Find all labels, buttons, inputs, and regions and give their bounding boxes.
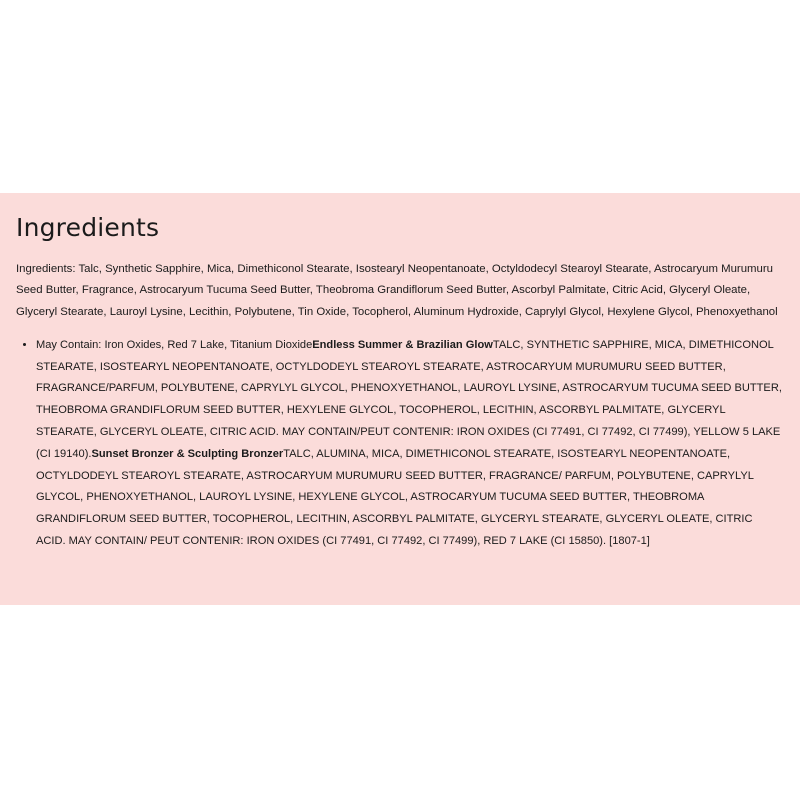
sunset-bronzer-ingredients: TALC, ALUMINA, MICA, DIMETHICONOL STEARATE, ISOSTEARYL NEOPENTANOATE, OCTYLDODEYL STEAROYL STEARATE, ASTROCARYUM MURUMURU SEED BUTTER, FRAGRANCE/ PARFUM, POLYBUTENE, CAPRYLYL GLYCOL, PHENOXYETHANOL, LAUROYL LYSINE, HEXYLENE GLYCOL, ASTROCARYUM TUCUMA SEED BUTTER, THEOBROMA GRANDIFLORUM SEED BUTTER, TOCOPHEROL, LECITHIN, ASCORBYL PALMITATE, GLYCERYL STEARATE, GLYCERYL OLEATE, CITRIC ACID. MAY CONTAIN/ PEUT CONTENIR: IRON OXIDES (CI 77491, CI 77492, CI 77499), RED 7 LAKE (CI 15850). [1807-1] bbox=[36, 447, 754, 548]
product-name-endless-summer: Endless Summer & Brazilian Glow bbox=[312, 338, 493, 351]
ingredients-intro: Ingredients: Talc, Synthetic Sapphire, Mica, Dimethiconol Stearate, Isostearyl Neopentanoate, Octyldodecyl Stearoyl Stearate, Astrocaryum Murumuru Seed Butter, Fragrance, Astrocaryum Tucuma Seed Butter, Theobroma Grandiflorum Seed Butter, Ascorbyl Palmitate, Citric Acid, Glyceryl Oleate, Glyceryl Stearate, Lauroyl Lysine, Lecithin, Polybutene, Tin Oxide, Tocopherol, Aluminum Hydroxide, Caprylyl Glycol, Hexylene Glycol, Phenoxyethanol bbox=[16, 263, 778, 318]
product-name-sunset-bronzer: Sunset Bronzer & Sculpting Bronzer bbox=[91, 447, 284, 460]
endless-summer-ingredients: TALC, SYNTHETIC SAPPHIRE, MICA, DIMETHICONOL STEARATE, ISOSTEARYL NEOPENTANOATE, OCTYLDODEYL STEAROYL STEARATE, ASTROCARYUM MURUMURU SEED BUTTER, FRAGRANCE/PARFUM, POLYBUTENE, CAPRYLYL GLYCOL, PHENOXYETHANOL, LAUROYL LYSINE, ASTROCARYUM TUCUMA SEED BUTTER, THEOBROMA GRANDIFLORUM SEED BUTTER, HEXYLENE GLYCOL, TOCOPHEROL, LECITHIN, ASCORBYL PALMITATE, GLYCERYL STEARATE, GLYCERYL OLEATE, CITRIC ACID. MAY CONTAIN/PEUT CONTENIR: IRON OXIDES (CI 77491, CI 77492, CI 77499), YELLOW 5 LAKE (CI 19140). bbox=[36, 338, 782, 460]
ingredients-panel bbox=[0, 193, 800, 605]
ingredients-heading: Ingredients bbox=[16, 213, 160, 242]
list-item bbox=[36, 335, 784, 553]
may-contain-text: May Contain: Iron Oxides, Red 7 Lake, Titanium Dioxide bbox=[36, 338, 313, 351]
ingredients-list bbox=[16, 335, 784, 553]
